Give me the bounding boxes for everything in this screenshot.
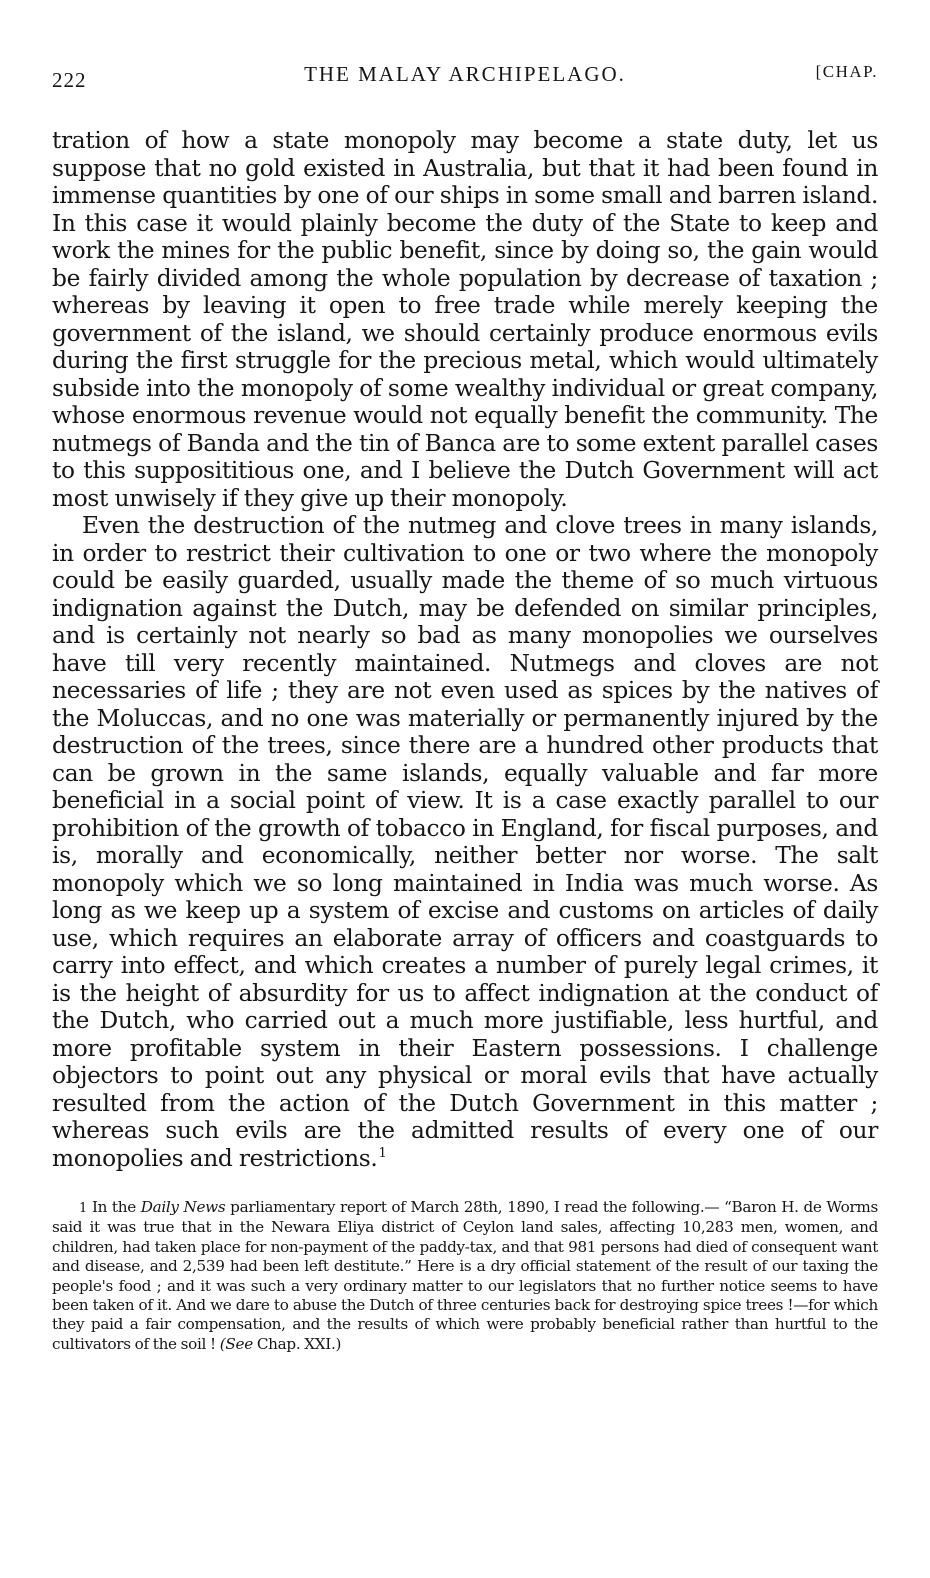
newspaper-title: Daily News xyxy=(140,1198,226,1216)
footnote-text-main: parliamentary report of March 28th, 1890, I read the following.— “Baron H. de Worms said it was true that in the Newara Eliya district of Ceylon land sales, affecting 10,283 men, women, and children, had taken place for non-payment of the paddy-tax, and that 981 persons had died of consequent want and disease, and 2,539 had been left destitute.” Here is a dry official statement of the result of our taxing the people's food ; and it was such a very ordinary matter to our legislators that no further notice seems to have been taken of it. And we dare to abuse the Dutch of three centuries back for destroying spice trees !—for which they paid a fair compensation, and the results of which were probably beneficial rather than hurtful to the cultivators of the soil ! xyxy=(52,1198,879,1353)
paragraph xyxy=(52,512,878,1172)
paragraph-2-text: Even the destruction of the nutmeg and clove trees in many islands, in order to restrict their cultivation to one or two where the monopoly could be easily guarded, usually made the theme of so much virtuous indignation against the Dutch, may be defended on similar principles, and is certainly not nearly so bad as many monopolies we ourselves have till very recently maintained. Nutmegs and cloves are not necessaries of life ; they are not even used as spices by the natives of the Moluccas, and no one was materially or permanently injured by the destruction of the trees, since there are a hundred other products that can be grown in the same islands, equally valuable and far more beneficial in a social point of view. It is a case exactly parallel to our prohibition of the growth of tobacco in England, for fiscal purposes, and is, morally and economically, neither better nor worse. The salt monopoly which we so long maintained in India was much worse. As long as we keep up a system of excise and customs on articles of daily use, which requires an elaborate array of officers and coastguards to carry into effect, and which creates a number of purely legal crimes, it is the height of absurdity for us to affect indignation at the conduct of the Dutch, who carried out a much more justifiable, less hurtful, and more profitable system in their Eastern possessions. I challenge objectors to point out any physical or moral evils that have actually resulted from the action of the Dutch Government in this matter ; whereas such evils are the admitted results of every one of our monopolies and restrictions. xyxy=(52,512,878,1172)
footnote-text-before: In the xyxy=(91,1198,136,1216)
footnote-marker: 1 xyxy=(79,1201,87,1216)
body-text xyxy=(52,127,878,1172)
running-title: THE MALAY ARCHIPELAGO. xyxy=(304,62,626,86)
page-number: 222 xyxy=(52,68,87,92)
see-label: (See xyxy=(219,1334,253,1353)
footnote-text xyxy=(52,1198,878,1354)
chapter-mark: [CHAP. xyxy=(815,62,878,81)
paragraph-continued xyxy=(52,127,878,512)
footnote xyxy=(52,1198,878,1354)
see-target: Chap. XXI.) xyxy=(256,1334,342,1353)
book-page xyxy=(52,60,878,1354)
paragraph-1-text: tration of how a state monopoly may become a state duty, let us suppose that no gold existed in Australia, but that it had been found in immense quantities by one of our ships in some small and barren island. In this case it would plainly become the duty of the State to keep and work the mines for the public benefit, since by doing so, the gain would be fairly divided among the whole population by decrease of taxation ; whereas by leaving it open to free trade while merely keeping the government of the island, we should certainly produce enormous evils during the first struggle for the precious metal, which would ultimately subside into the monopoly of some wealthy individual or great company, whose enormous revenue would not equally benefit the community. The nutmegs of Banda and the tin of Banca are to some extent parallel cases to this supposititious one, and I believe the Dutch Government will act most unwisely if they give up their monopoly. xyxy=(52,127,878,512)
footnote-reference: 1 xyxy=(378,1145,387,1161)
running-head xyxy=(52,60,878,96)
